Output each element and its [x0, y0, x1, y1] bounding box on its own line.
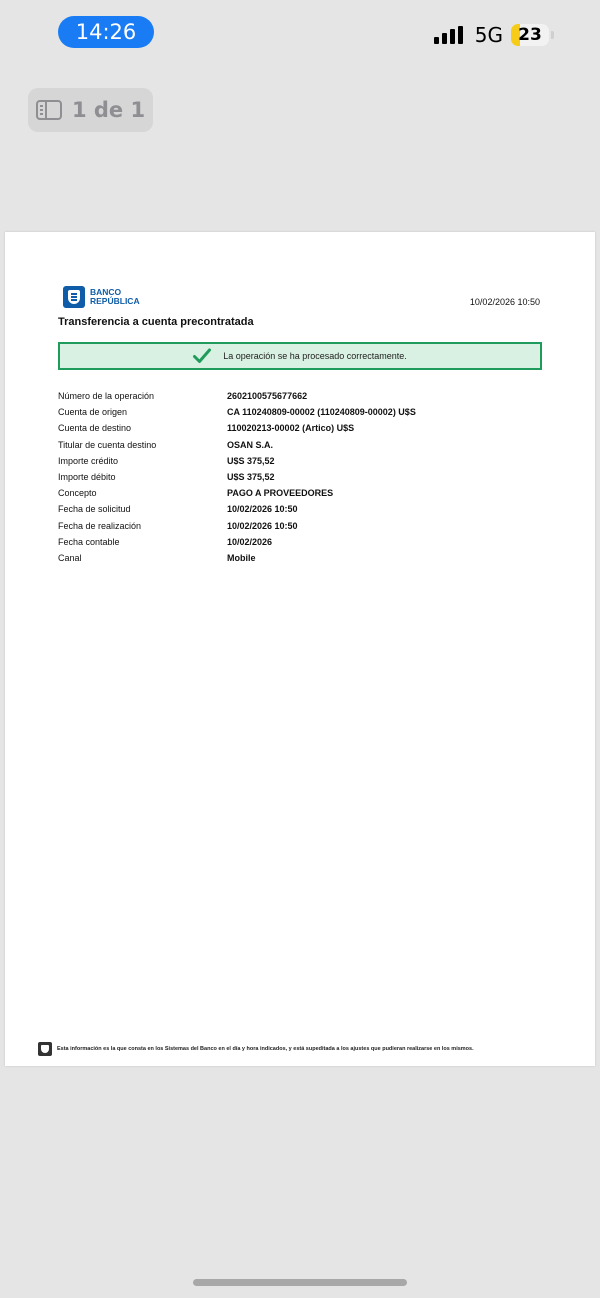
bank-shield-icon [38, 1042, 52, 1056]
detail-label: Concepto [58, 488, 97, 499]
checkmark-icon [193, 348, 211, 364]
detail-label: Número de la operación [58, 391, 155, 402]
detail-label: Fecha de realización [58, 520, 142, 531]
home-indicator[interactable] [193, 1279, 407, 1286]
detail-row [58, 453, 538, 469]
cellular-signal-icon [434, 26, 463, 44]
detail-row [58, 485, 538, 501]
operation-details [58, 388, 538, 566]
document-date: 10/02/2026 10:50 [469, 297, 540, 307]
detail-row [58, 404, 538, 420]
detail-value: PAGO A PROVEEDORES [227, 488, 334, 499]
detail-value: OSAN S.A. [227, 439, 274, 450]
battery-tip [551, 31, 554, 39]
page-indicator[interactable] [28, 88, 153, 132]
detail-label: Titular de cuenta destino [58, 439, 157, 450]
detail-value: 10/02/2026 10:50 [227, 504, 298, 515]
detail-value: 110020213-00002 (Artico) U$S [227, 423, 355, 434]
detail-row [58, 501, 538, 517]
page-count-label: 1 de 1 [71, 98, 146, 122]
detail-row [58, 534, 538, 550]
detail-label: Cuenta de origen [58, 407, 128, 418]
success-banner [58, 342, 542, 370]
document-page [5, 232, 595, 1066]
sidebar-icon [36, 100, 62, 120]
bank-logo-icon [63, 286, 85, 308]
document-footer [38, 1042, 474, 1056]
bank-name-line2: REPÚBLICA [90, 296, 140, 306]
battery-icon [511, 24, 549, 46]
detail-row [58, 518, 538, 534]
detail-row [58, 550, 538, 566]
detail-row [58, 388, 538, 404]
bank-logo-text [90, 288, 140, 306]
detail-label: Cuenta de destino [58, 423, 132, 434]
detail-value: 10/02/2026 [227, 536, 273, 547]
detail-value: Mobile [227, 552, 256, 563]
detail-row [58, 469, 538, 485]
status-indicators [434, 22, 554, 48]
footer-note: Esta información es la que consta en los Sistemas del Banco en el día y hora indicados, y está supeditada a los ajustes que pudieran realizarse en los mismos. [57, 1046, 474, 1052]
status-time[interactable]: 14:26 [58, 16, 154, 48]
detail-label: Canal [58, 552, 82, 563]
detail-label: Fecha de solicitud [58, 504, 131, 515]
success-message: La operación se ha procesado correctamente. [223, 351, 407, 361]
detail-value: CA 110240809-00002 (110240809-00002) U$S [227, 407, 416, 418]
detail-row [58, 437, 538, 453]
network-type: 5G [474, 23, 503, 47]
detail-row [58, 420, 538, 436]
detail-value: 2602100575677662 [227, 391, 308, 402]
bank-name-line1: BANCO [90, 287, 122, 297]
detail-value: U$S 375,52 [227, 455, 275, 466]
battery-percent: 23 [518, 25, 542, 45]
document-title: Transferencia a cuenta precontratada [58, 316, 254, 328]
detail-label: Importe crédito [58, 455, 119, 466]
bank-logo [63, 286, 140, 308]
detail-label: Fecha contable [58, 536, 120, 547]
detail-label: Importe débito [58, 472, 116, 483]
detail-value: 10/02/2026 10:50 [227, 520, 298, 531]
detail-value: U$S 375,52 [227, 472, 275, 483]
